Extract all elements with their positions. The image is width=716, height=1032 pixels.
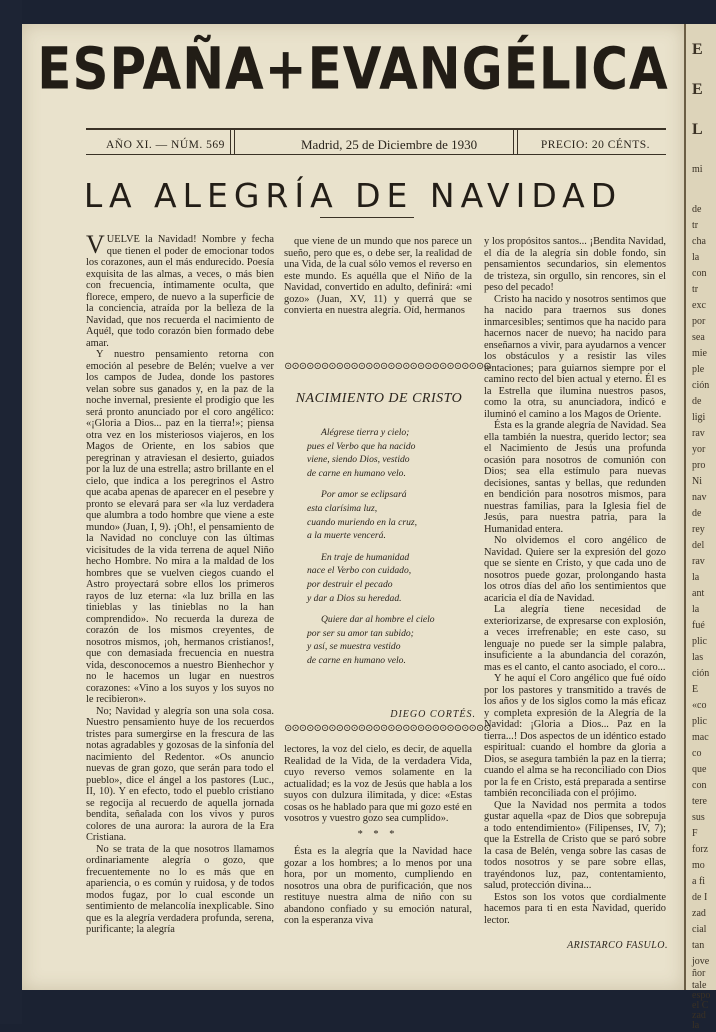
adjacent-page-fragment: ant — [692, 588, 705, 599]
paragraph: lectores, la voz del cielo, es decir, de aquella Realidad de la Vida, de la verdadera Vida, cuyo reverso vemos solamente en la actualidad; es la voz de Jesús que habla a los suyos con dulzura ilimitada, y dice: «Estas cosas os he hablado para que mi gozo esté en vosotros y vuestro gozo sea cumplido». — [284, 744, 472, 824]
adjacent-page-fragment: mo — [692, 860, 705, 871]
adjacent-page-fragment: yor — [692, 444, 706, 455]
article-column-3 — [484, 236, 666, 926]
adjacent-page-fragment: tale — [692, 980, 707, 991]
adjacent-page-fragment: cha — [692, 236, 706, 247]
adjacent-page-fragment: plic — [692, 636, 707, 647]
poem-line: por ser su amor tan subido; — [307, 627, 414, 639]
dropcap: V — [86, 230, 105, 259]
adjacent-page-fragment: rav — [692, 556, 705, 567]
newspaper-page — [22, 24, 684, 990]
masthead: ESPAÑA+EVANGÉLICA — [37, 35, 669, 103]
adjacent-page-fragment: ción — [692, 668, 710, 679]
poem-line: esta clarísima luz, — [307, 502, 378, 514]
paragraph: Que la Navidad nos permita a todos gustar aquella «paz de Dios que sobrepuja a todo entendimiento» (Filipenses, IV, 7); que la Estrella de Cristo que se paró sobre la casa de Belén, venga sobre las casas de todos nosotros y se pare sobre ellas, trayéndonos luz, paz, contentamiento, salud, protección divina... — [484, 799, 666, 891]
paragraph: que viene de un mundo que nos parece un sueño, pero que es, o debe ser, la realidad de una Vida, de la cual sólo vemos el reverso en este mundo. Es aquélla que el Niño de la Navidad, convertido en adulto, definirá: «mi gozo» (Juan, XV, 11) y querrá que se convierta en nuestra alegría. Oíd, hermanos — [284, 236, 472, 316]
adjacent-page-fragment: a fi — [692, 876, 706, 887]
adjacent-page-fragment: mac — [692, 732, 709, 743]
paragraph: Ésta es la alegría que la Navidad hace gozar a los hombres; a lo menos por una hora, por un momento, cumpliendo en nosotros una obra de purificación, que nos restituye nuestra alma de niño con su abandono confiado y su emoción natural, con la esperanza viva — [284, 846, 472, 926]
poem-line: Por amor se eclipsará — [321, 489, 407, 501]
poem-line: cuando muriendo en la cruz, — [307, 516, 418, 528]
adjacent-page-fragment: E — [692, 684, 699, 695]
ornament-rule: ⊙⊙⊙⊙⊙⊙⊙⊙⊙⊙⊙⊙⊙⊙⊙⊙⊙⊙⊙⊙⊙⊙⊙⊙⊙⊙⊙⊙ — [284, 361, 491, 372]
adjacent-page-fragment: Ni — [692, 476, 702, 487]
adjacent-page-fragment: co — [692, 748, 702, 759]
paragraph: Y nuestro pensamiento retorna con emoción al pesebre de Belén; vuelve a ver los campos de Judea, donde los pastores velan sobre sus ganados y, en la paz de la noche invernal, presiente el prodigio que les será pronto anunciado por el coro angélico: «¡Gloria a Dios... paz en la tierra!»; piensa otra vez en los misteriosos viajeros, en los Magos de Oriente, en los sabios que peregrinan y atraviesan el desierto, guiados por la luz de una estrella; astro brillante en el cielo, que indica a los peregrinos el Astro que acaba apenas de aparecer en el pesebre y pronto se elevará para ser «la luz verdadera que alumbra a todo hombre que viene a este mundo» (Juan, I, 9). ¡Oh!, el pensamiento de la Navidad no concluye con las últimas vicisitudes de la vida terrena de aquel Niño hecho Hombre. No mira a la maldad de los hombres que se vuelven ciegos cuando el Astro proyectará sobre ellos los primeros rayos de luz eterna: «la luz brilla en las tinieblas y las tinieblas no la han comprendido». No recuerda la dureza de corazón de los mismos creyentes, de nosotros mismos, ¡oh, hermanos cristianos!, que con demasiada frecuencia en nuestra vida, desconocemos a nuestro Bienhechor y no le hacemos un lugar en nuestros corazones: «Vino a los suyos y los suyos no le recibieron». — [86, 349, 274, 705]
paragraph: Ésta es la grande alegría de Navidad. Sea ella también la nuestra, querido lector; sea el Nacimiento de Jesús una profunda ocasión para nosotros de comunión con Dios; sea ella estímulo para nuevas decisiones, santas y bellas, que redunden en bendición para nosotros mismos, para nuestras familias, para la Iglesia fiel de Jesús, para nuestra patria, para la Humanidad entera. — [484, 420, 666, 535]
poem-line: pues el Verbo que ha nacido — [307, 440, 416, 452]
adjacent-page-fragment: sea — [692, 332, 705, 343]
adjacent-page-fragment: la — [692, 1020, 700, 1031]
adjacent-page-fragment: nav — [692, 492, 707, 503]
ornament-rule: ⊙⊙⊙⊙⊙⊙⊙⊙⊙⊙⊙⊙⊙⊙⊙⊙⊙⊙⊙⊙⊙⊙⊙⊙⊙⊙⊙⊙ — [284, 723, 491, 734]
adjacent-page-fragment: rav — [692, 428, 705, 439]
paragraph: No; Navidad y alegría son una sola cosa. Nuestro pensamiento huye de los recuerdos tristes para sumergirse en la frescura de las notas agradables y gozosas de la sinfonía del nacimiento del Redentor. «Os anuncio nuevas de gran gozo, que serán para todo el pueblo», dice el ángel a los pastores (Luc., II, 10). Y en efecto, todo el pueblo cristiano se regocija al recuerdo de aquella jornada bendita, señalada con los vivos y puros colores de una aurora: la aurora de la Era Cristiana. — [86, 705, 274, 843]
poem-stanza — [307, 426, 477, 480]
adjacent-page-fragment: E — [692, 81, 703, 98]
adjacent-page-fragment: mie — [692, 348, 707, 359]
adjacent-page-fragment: jove — [692, 956, 710, 967]
paragraph: Cristo ha nacido y nosotros sentimos que ha nacido para traernos sus dones inmarcesibles; sentimos que ha nacido para hacernos nacer de nuevo; ha nacido para enseñarnos a vivir, para ayudarnos a vencer los obstáculos y a resistir las viles tentaciones; para guiarnos siempre por el camino recto del bien actual y eterno. Él es la Estrella que ilumina nuestros pasos, como la otra, su anunciadora, indicó e iluminó el camino a los Magos de Oriente. — [484, 293, 666, 420]
poem-stanza — [307, 551, 477, 605]
scan-background — [0, 0, 22, 1024]
adjacent-page-fragment: el C — [692, 1000, 709, 1011]
adjacent-page-fragment: L — [692, 121, 703, 138]
adjacent-page-fragment: ligi — [692, 412, 706, 423]
article-column-2-bottom — [284, 744, 472, 927]
poem-stanza — [307, 613, 477, 667]
adjacent-page-fragment: la — [692, 572, 700, 583]
adjacent-page-fragment: rey — [692, 524, 705, 535]
adjacent-page-fragment: mi — [692, 164, 703, 175]
poem-line: por destruir el pecado — [307, 578, 393, 590]
adjacent-page-fragment: «co — [692, 700, 707, 711]
adjacent-page-fragment: tan — [692, 940, 705, 951]
adjacent-page-fragment: de — [692, 396, 702, 407]
adjacent-page-fragment: espo — [692, 990, 711, 1001]
poem-stanza — [307, 488, 477, 542]
poem-line: de carne en humano velo. — [307, 654, 406, 666]
article-headline: LA ALEGRÍA DE NAVIDAD — [83, 176, 623, 215]
adjacent-page-fragment: fué — [692, 620, 705, 631]
adjacent-page-fragment: F — [692, 828, 698, 839]
headline-underline — [320, 217, 414, 218]
adjacent-page-fragment: ñor — [692, 968, 706, 979]
poem — [307, 426, 477, 676]
adjacent-page-fragment: E — [692, 41, 703, 58]
poem-line: y así, se muestra vestido — [307, 641, 401, 653]
issue-info-row — [86, 130, 664, 158]
adjacent-page-fragment: la — [692, 604, 700, 615]
adjacent-page-fragment: exc — [692, 300, 706, 311]
poem-line: a la muerte vencerá. — [307, 530, 386, 542]
adjacent-page-fragment: pro — [692, 460, 706, 471]
paragraph: Estos son los votos que cordialmente hacemos para ti en esta Navidad, querido lector. — [484, 891, 666, 926]
issue-number: AÑO XI. — NÚM. 569 — [106, 139, 225, 151]
adjacent-page-fragment: con — [692, 268, 707, 279]
poem-line: Quiere dar al hombre el cielo — [321, 614, 435, 626]
adjacent-page-fragment: de — [692, 204, 702, 215]
poem-author: DIEGO CORTÉS. — [390, 709, 476, 720]
adjacent-page-fragment: con — [692, 780, 707, 791]
adjacent-page-fragment: zad — [692, 908, 706, 919]
paragraph: No olvidemos el coro angélico de Navidad. Quiere ser la expresión del gozo que se siente en Cristo, y que cada uno de nosotros puede gozar, prolongando hasta los otros días del año los sentimientos que acaricia el día de Navidad. — [484, 535, 666, 604]
adjacent-page-fragment: ple — [692, 364, 705, 375]
adjacent-page-fragment: las — [692, 652, 704, 663]
adjacent-page-fragment: forz — [692, 844, 709, 855]
paragraph: UELVE la Navidad! Nombre y fecha que tienen el poder de emocionar todos los corazones, aun el más endurecido. Poesía exquisita de las almas, a veces, o más bien con frecuencia, íntimamente oculta, que florece, empero, de nuevo a la superficie de la conciencia, atraída por la belleza de la Navidad, que nos recuerda el nacimiento de Aquél, que todo corazón bien formado debe amar. — [86, 234, 274, 349]
poem-line: y dar a Dios su heredad. — [307, 592, 402, 604]
paragraph: No se trata de la que nosotros llamamos ordinariamente alegría o gozo, que frecuentemente no lo es más que en apariencia, o es común y ruidosa, y de todos modos fugaz, por lo cual esconde un sentimiento de melancolía inexplicable. Sino que es la alegría verdadera profunda, serena, purificante; la alegría — [86, 843, 274, 935]
issue-date: Madrid, 25 de Diciembre de 1930 — [301, 137, 478, 152]
poem-line: de carne en humano velo. — [307, 467, 406, 479]
poem-line: viene, siendo Dios, vestido — [307, 454, 410, 466]
section-break: * * * — [357, 828, 399, 840]
adjacent-page-fragment: ción — [692, 380, 710, 391]
poem-line: En traje de humanidad — [321, 551, 410, 563]
adjacent-page-fragment: la — [692, 252, 700, 263]
adjacent-page-edge — [684, 24, 716, 1031]
adjacent-page-fragment: que — [692, 764, 707, 775]
adjacent-page-fragment: por — [692, 316, 706, 327]
adjacent-page-fragment: tr — [692, 284, 699, 295]
adjacent-page-fragment: sus — [692, 812, 705, 823]
adjacent-page-fragment: plic — [692, 716, 707, 727]
adjacent-page-fragment: cial — [692, 924, 707, 935]
poem-line: nace el Verbo con cuidado, — [307, 565, 412, 577]
paragraph: y los propósitos santos... ¡Bendita Navidad, el día de la alegría sin doble fondo, sin pensamientos secundarios, sin elementos de tristeza, sin orgullo, sin rencores, sin el peso del pecado! — [484, 236, 666, 293]
article-author: ARISTARCO FASULO. — [567, 940, 668, 951]
paragraph: La alegría tiene necesidad de exteriorizarse, de expresarse con explosión, a veces irrefrenable; en este caso, su lenguaje no puede ser la simple palabra, insuficiente a la abundancia del corazón, mas es el canto, el canto asociado, el coro... — [484, 604, 666, 673]
adjacent-page-fragment: tr — [692, 220, 699, 231]
adjacent-page-fragment: del — [692, 540, 705, 551]
paragraph: Y he aquí el Coro angélico que fué oído por los pastores y transmitido a través de los años y de los siglos como la más eficaz y completa expresión de la Alegría de la Navidad: ¡Gloria a Dios... Paz en la tierra...! Dos aspectos de un idéntico estado espiritual: cuando el hombre da gloria a Dios, se asegura también la paz en la tierra; cuando el alma se ha reconciliado con Dios por la fe en Cristo, está preparada a sentirse también reconciliada con el prójimo. — [484, 673, 666, 799]
poem-title: NACIMIENTO DE CRISTO — [295, 391, 463, 406]
article-column-1 — [86, 230, 274, 936]
adjacent-page-fragment: de — [692, 508, 702, 519]
issue-price: PRECIO: 20 CÉNTS. — [540, 139, 650, 151]
adjacent-page-fragment: de I — [692, 892, 708, 903]
adjacent-page-fragment: tere — [692, 796, 707, 807]
adjacent-page-fragment: zad — [692, 1010, 706, 1021]
article-column-2-top — [284, 236, 472, 317]
poem-line: Alégrese tierra y cielo; — [321, 427, 410, 438]
